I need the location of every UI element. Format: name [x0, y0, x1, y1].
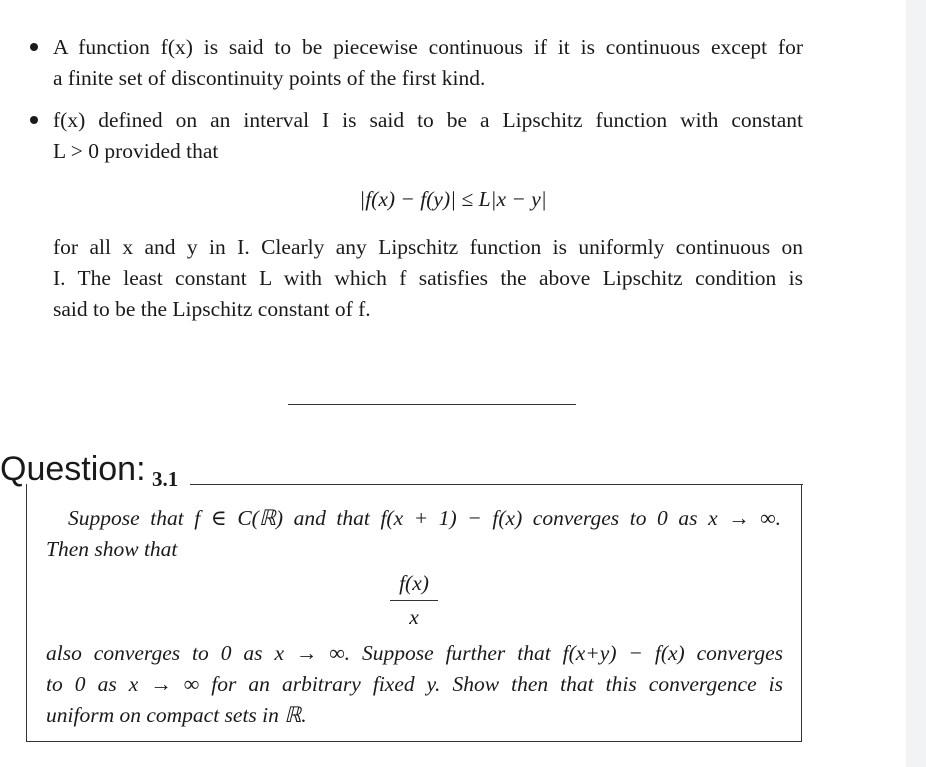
question-line-1: Suppose that f ∈ C(ℝ) and that f(x + 1) − f(x) converges to 0 as x → ∞.: [68, 506, 781, 530]
fraction: [372, 568, 456, 631]
fraction-bar: [390, 600, 438, 601]
fraction-denominator: x: [409, 605, 419, 629]
question-after-line-3: uniform on compact sets in ℝ.: [46, 703, 307, 727]
bullet-2-line-2: L > 0 provided that: [53, 139, 219, 163]
lipschitz-equation: [0, 184, 926, 214]
question-after-line-1: also converges to 0 as x → ∞. Suppose further that f(x+y) − f(x) converges: [46, 641, 783, 665]
bullet-dot: [30, 116, 38, 124]
bullet-2-after-line-1: for all x and y in I. Clearly any Lipschitz function is uniformly continuous on: [53, 235, 803, 259]
question-after-line-2: to 0 as x → ∞ for an arbitrary fixed y. Show then that this convergence is: [46, 672, 783, 696]
bullet-1-line-2: a finite set of discontinuity points of the first kind.: [53, 66, 486, 90]
section-divider: [288, 404, 576, 405]
bullet-dot: [30, 43, 38, 51]
bullet-2-line-1: f(x) defined on an interval I is said to be a Lipschitz function with constant: [53, 108, 803, 132]
lipschitz-equation-text: |f(x) − f(y)| ≤ L|x − y|: [359, 187, 547, 211]
fraction-numerator: f(x): [399, 571, 429, 595]
bullet-1-line-1: A function f(x) is said to be piecewise continuous if it is continuous except for: [53, 35, 803, 59]
bullet-2-after-line-2: I. The least constant L with which f satisfies the above Lipschitz condition is: [53, 266, 803, 290]
bullet-2-after-line-3: said to be the Lipschitz constant of f.: [53, 297, 371, 321]
question-label: Question:: [0, 450, 146, 488]
question-line-2: Then show that: [46, 537, 178, 561]
right-side-panel: [906, 0, 926, 767]
question-number: 3.1: [152, 467, 179, 491]
